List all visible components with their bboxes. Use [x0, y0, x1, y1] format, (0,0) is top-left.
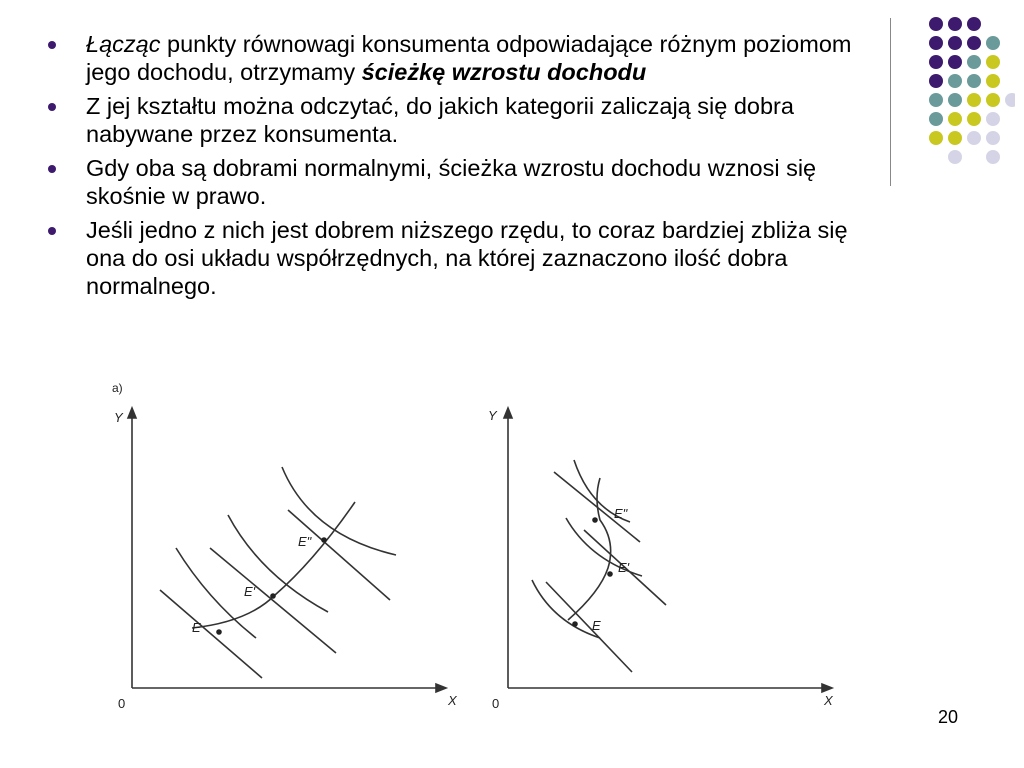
left-label-e-prime: E' — [244, 584, 256, 599]
bullet-dot-icon — [48, 103, 56, 111]
decorative-dot — [929, 36, 943, 50]
decorative-dot — [967, 17, 981, 31]
bullet-list — [40, 30, 880, 306]
left-budget-line-2 — [210, 548, 336, 653]
decorative-dot — [948, 36, 962, 50]
panel-label: a) — [112, 381, 123, 395]
left-income-expansion-path — [192, 502, 355, 628]
bullet-text: Jeśli jedno z nich jest dobrem niższego rzędu, to coraz bardziej zbliża się ona do osi układu współrzędnych, na której zaznaczono ilość dobra normalnego. — [86, 217, 848, 299]
right-label-e: E — [592, 618, 601, 633]
decorative-dot — [929, 74, 943, 88]
decorative-dot — [929, 55, 943, 69]
bullet-text: Łącząc — [86, 31, 161, 57]
bullet-item — [40, 154, 880, 210]
decorative-dot — [967, 36, 981, 50]
bullet-item — [40, 216, 880, 300]
left-x-axis-label: X — [448, 693, 457, 708]
decorative-dot — [986, 150, 1000, 164]
decorative-dot — [929, 93, 943, 107]
bullet-text: ścieżkę wzrostu dochodu — [361, 59, 647, 85]
right-origin-label: 0 — [492, 696, 500, 711]
left-point-e-double-prime — [321, 537, 327, 543]
decorative-dot — [986, 112, 1000, 126]
left-budget-line-1 — [160, 590, 262, 678]
decorative-dot — [948, 93, 962, 107]
left-label-e-double-prime: E" — [298, 534, 312, 549]
income-expansion-path-diagrams — [100, 370, 880, 715]
bullet-dot-icon — [48, 41, 56, 49]
decorative-dot — [948, 55, 962, 69]
decorative-dot — [948, 150, 962, 164]
right-panel — [504, 408, 832, 692]
right-point-e — [572, 621, 578, 627]
decorative-dot — [986, 93, 1000, 107]
decorative-dot — [948, 112, 962, 126]
decorative-dot — [948, 131, 962, 145]
decorative-dot — [929, 112, 943, 126]
left-origin-label: 0 — [118, 696, 126, 711]
decorative-dot — [986, 131, 1000, 145]
decorative-dot — [929, 131, 943, 145]
right-label-e-double-prime: E" — [614, 506, 628, 521]
left-label-e: E — [192, 620, 201, 635]
page-number: 20 — [938, 707, 959, 727]
right-y-axis-label: Y — [488, 408, 497, 423]
decorative-dot — [1005, 93, 1015, 107]
bullet-item — [40, 30, 880, 86]
decorative-dot — [948, 74, 962, 88]
decorative-dot — [967, 112, 981, 126]
decorative-dot — [986, 36, 1000, 50]
decorative-dot — [967, 131, 981, 145]
bullet-dot-icon — [48, 227, 56, 235]
left-point-e-prime — [270, 593, 276, 599]
right-point-e-prime — [607, 571, 613, 577]
decorative-dot — [967, 55, 981, 69]
left-indifference-curve-2 — [228, 515, 328, 612]
right-label-e-prime: E' — [618, 560, 630, 575]
bullet-item — [40, 92, 880, 148]
decorative-dot — [929, 17, 943, 31]
bullet-text: punkty równowagi konsumenta odpowiadające różnym poziomom jego dochodu, otrzymamy — [86, 31, 852, 85]
right-budget-line-1 — [546, 582, 632, 672]
right-x-axis-label: X — [824, 693, 833, 708]
divider-line — [890, 18, 891, 186]
decorative-dot-grid — [905, 14, 1015, 174]
bullet-text: Z jej kształtu można odczytać, do jakich kategorii zaliczają się dobra nabywane przez konsumenta. — [86, 93, 794, 147]
right-indifference-curve-1 — [532, 580, 600, 638]
decorative-dot — [967, 74, 981, 88]
decorative-dot — [986, 74, 1000, 88]
decorative-dot — [986, 55, 1000, 69]
decorative-dot — [948, 17, 962, 31]
bullet-text: Gdy oba są dobrami normalnymi, ścieżka wzrostu dochodu wznosi się skośnie w prawo. — [86, 155, 817, 209]
left-y-axis-label: Y — [114, 410, 123, 425]
decorative-dot — [967, 93, 981, 107]
right-point-e-double-prime — [592, 517, 598, 523]
left-panel — [128, 408, 446, 692]
left-point-e — [216, 629, 222, 635]
bullet-dot-icon — [48, 165, 56, 173]
